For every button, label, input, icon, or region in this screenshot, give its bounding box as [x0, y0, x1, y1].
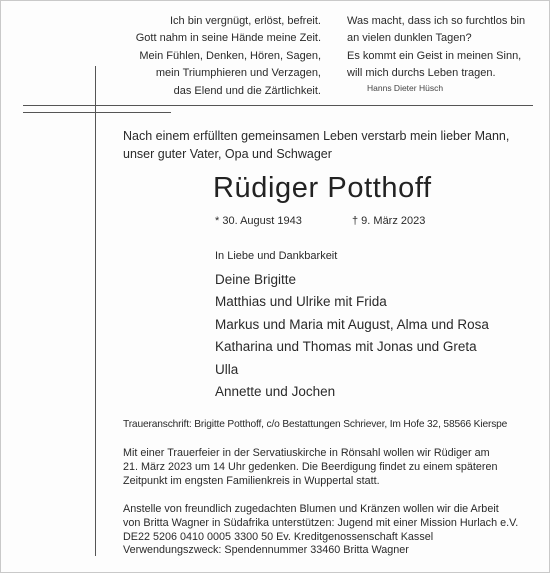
poem-left-line: mein Triumphieren und Verzagen, — [155, 67, 321, 80]
poem-author: Hanns Dieter Hüsch — [367, 83, 444, 93]
service-info — [123, 447, 543, 488]
poem-left-line: Mein Fühlen, Denken, Hören, Sagen, — [139, 49, 321, 62]
death-date: † 9. März 2023 — [352, 215, 426, 227]
mourner-entry: Annette und Jochen — [215, 384, 336, 400]
poem-right-line: an vielen dunklen Tagen? — [347, 32, 472, 45]
donation-line: von Britta Wagner in Südafrika unterstützen: Jugend mit einer Mission Hurlach e.V. — [123, 516, 519, 529]
poem-right-line: Was macht, dass ich so furchtlos bin — [347, 15, 526, 27]
mourners-heading: In Liebe und Dankbarkeit — [215, 250, 338, 262]
birth-date: * 30. August 1943 — [215, 215, 302, 227]
intro-line: Nach einem erfüllten gemeinsamen Leben verstarb mein lieber Mann, — [123, 129, 510, 143]
mourner-entry: Ulla — [215, 361, 239, 377]
mourners-list — [215, 269, 489, 403]
donation-info — [123, 503, 543, 558]
donation-line: DE22 5206 0410 0005 3300 50 Ev. Kreditgenossenschaft Kassel — [123, 530, 434, 543]
poem-left-line: Gott nahm in seine Hände meine Zeit. — [135, 32, 321, 45]
intro-line: unser guter Vater, Opa und Schwager — [123, 146, 332, 161]
poem-left-line: das Elend und die Zärtlichkeit. — [173, 84, 321, 97]
donation-line: Verwendungszweck: Spendennummer 33460 Britta Wagner — [123, 544, 409, 557]
service-line: Zeitpunkt im engsten Familienkreis in Wuppertal statt. — [123, 474, 380, 487]
mourner-entry: Markus und Maria mit August, Alma und Rosa — [215, 316, 489, 332]
cross-icon-horizontal-bar-short — [23, 112, 171, 113]
service-line: Mit einer Trauerfeier in der Servatiuskirche in Rönsahl wollen wir Rüdiger am — [123, 447, 490, 459]
intro-text — [123, 128, 523, 163]
mourner-entry: Matthias und Ulrike mit Frida — [215, 294, 387, 310]
mourner-entry: Katharina und Thomas mit Jonas und Greta — [215, 339, 477, 355]
donation-line: Anstelle von freundlich zugedachten Blumen und Kränzen wollen wir die Arbeit — [123, 503, 499, 515]
mourning-address: Traueranschrift: Brigitte Potthoff, c/o Bestattungen Schriever, Im Hofe 32, 58566 Kierspe — [123, 419, 508, 430]
poem-right-line: Es kommt ein Geist in meinen Sinn, — [347, 49, 522, 62]
service-line: 21. März 2023 um 14 Uhr gedenken. Die Beerdigung findet zu einem späteren — [123, 460, 498, 473]
mourner-entry: Deine Brigitte — [215, 272, 297, 287]
poem-left-line: Ich bin vergnügt, erlöst, befreit. — [169, 15, 321, 27]
deceased-name: Rüdiger Potthoff — [213, 172, 432, 204]
cross-icon-vertical-bar — [95, 66, 96, 556]
poem-left — [81, 13, 321, 100]
poem-right-line: will mich durchs Leben tragen. — [347, 67, 496, 80]
poem-right — [347, 13, 542, 83]
cross-icon-horizontal-bar — [23, 105, 533, 106]
